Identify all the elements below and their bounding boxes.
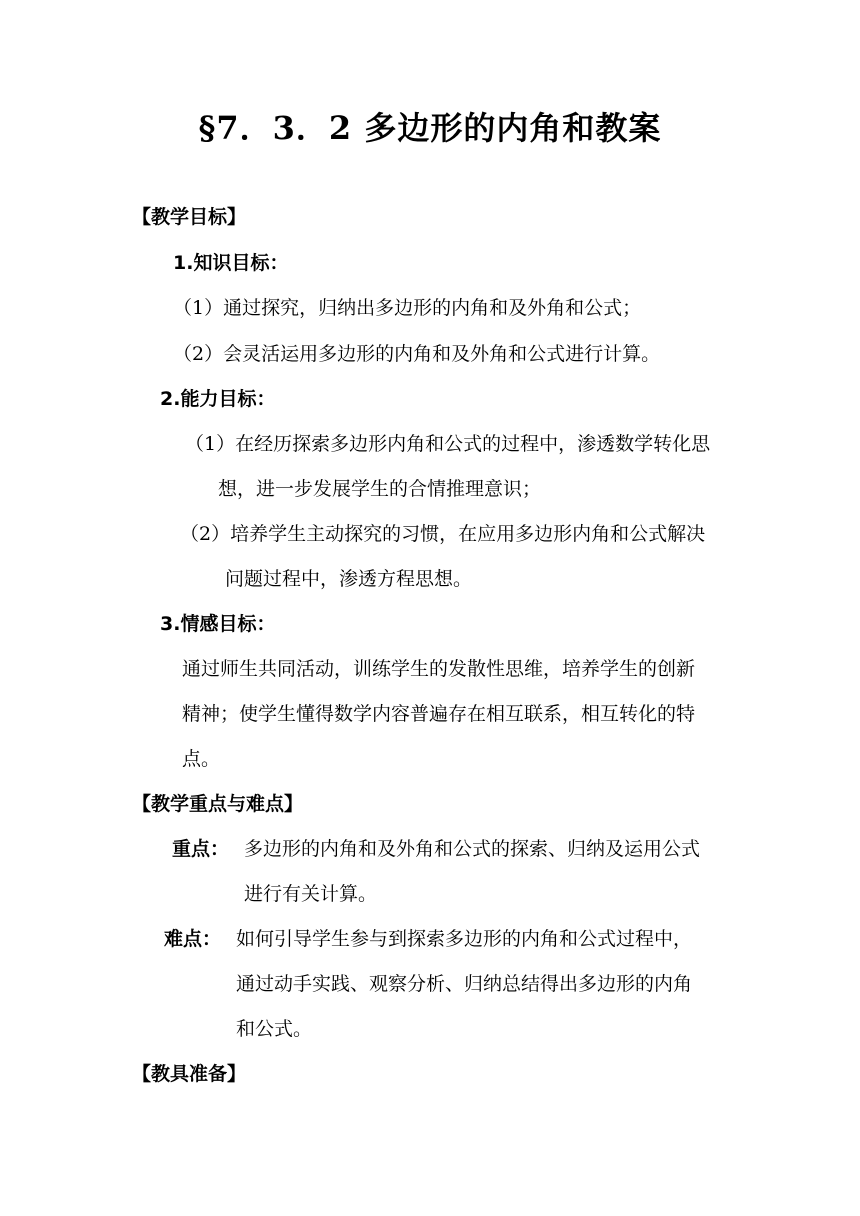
ability-item-1-line-1: （1）在经历探索多边形内角和公式的过程中，渗透数学转化思 — [185, 433, 711, 455]
section-heading-keypoints: 【教学重点与难点】 — [132, 793, 304, 815]
page-title: §7．3．2 多边形的内角和教案 — [198, 109, 662, 147]
difficulty-line-1: 如何引导学生参与到探索多边形的内角和公式过程中， — [236, 928, 693, 950]
ability-item-2-line-1: （2）培养学生主动探究的习惯，在应用多边形内角和公式解决 — [180, 523, 706, 545]
key-point-line-2: 进行有关计算。 — [244, 883, 378, 905]
section-heading-objectives: 【教学目标】 — [132, 206, 247, 228]
difficulty-line-2: 通过动手实践、观察分析、归纳总结得出多边形的内角 — [236, 973, 693, 995]
emotion-line-2: 精神；使学生懂得数学内容普遍存在相互联系，相互转化的特 — [182, 703, 696, 725]
emotion-line-1: 通过师生共同活动，训练学生的发散性思维，培养学生的创新 — [182, 658, 696, 680]
ability-item-1-line-2: 想，进一步发展学生的合情推理意识； — [218, 478, 542, 500]
emotion-line-3: 点。 — [182, 748, 221, 770]
knowledge-objective-label: 1.知识目标： — [173, 252, 289, 274]
key-point-line-1: 多边形的内角和及外角和公式的探索、归纳及运用公式 — [244, 838, 701, 860]
difficulty-label: 难点： — [164, 928, 222, 950]
emotion-objective-label: 3.情感目标： — [160, 613, 276, 635]
ability-objective-label: 2.能力目标： — [160, 388, 276, 410]
knowledge-item-1: （1）通过探究，归纳出多边形的内角和及外角和公式； — [173, 297, 642, 319]
section-heading-materials: 【教具准备】 — [132, 1063, 247, 1085]
knowledge-item-2: （2）会灵活运用多边形的内角和及外角和公式进行计算。 — [173, 343, 661, 365]
key-point-label: 重点： — [172, 838, 230, 860]
ability-item-2-line-2: 问题过程中，渗透方程思想。 — [225, 568, 473, 590]
difficulty-line-3: 和公式。 — [236, 1018, 313, 1040]
